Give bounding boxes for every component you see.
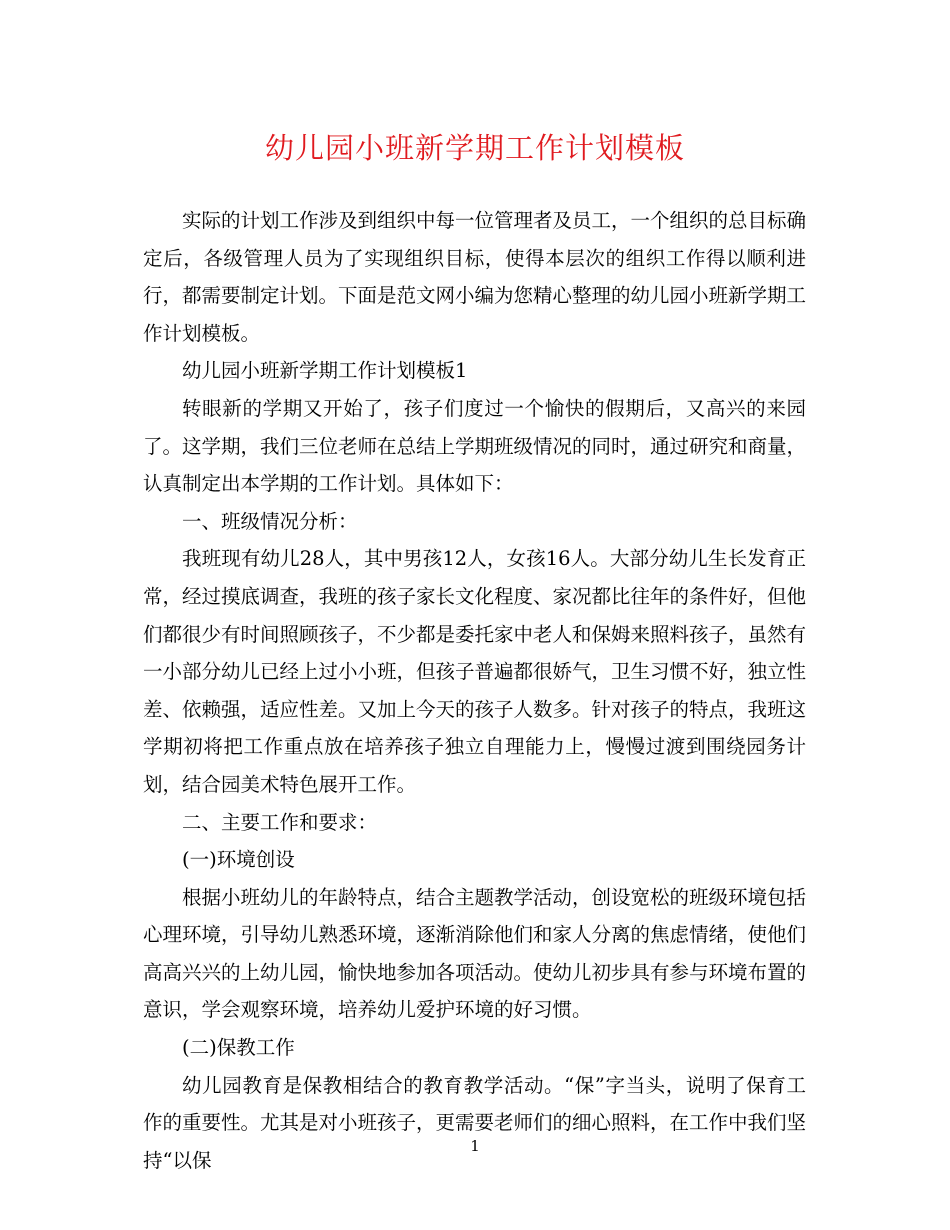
page-number: 1 — [470, 1137, 480, 1155]
environment-paragraph: 根据小班幼儿的年龄特点，结合主题教学活动，创设宽松的班级环境包括心理环境，引导幼儿熟悉环境，逐渐消除他们和家人分离的焦虑情绪，使他们高高兴兴的上幼儿园，愉快地参加各项活动。使幼儿初步具有参与环境布置的意识，学会观察环境，培养幼儿爱护环境的好习惯。 — [143, 885, 807, 1022]
class-analysis-paragraph: 我班现有幼儿28人，其中男孩12人，女孩16人。大部分幼儿生长发育正常，经过摸底调查，我班的孩子家长文化程度、家况都比往年的条件好，但他们都很少有时间照顾孩子，不少都是委托家中老人和保姆来照料孩子，虽然有一小部分幼儿已经上过小小班，但孩子普遍都很娇气，卫生习惯不好，独立性差、依赖强，适应性差。又加上今天的孩子人数多。针对孩子的特点，我班这学期初将把工作重点放在培养孩子独立自理能力上，慢慢过渡到围绕园务计划，结合园美术特色展开工作。 — [143, 547, 807, 796]
section-heading-class-analysis: 一、班级情况分析： — [182, 509, 358, 533]
subheading-care-education: (二)保教工作 — [182, 1036, 295, 1060]
intro-paragraph: 实际的计划工作涉及到组织中每一位管理者及员工，一个组织的总目标确定后，各级管理人员为了实现组织目标，使得本层次的组织工作得以顺利进行，都需要制定计划。下面是范文网小编为您精心整理的幼儿园小班新学期工作计划模板。 — [143, 209, 807, 345]
care-education-paragraph: 幼儿园教育是保教相结合的教育教学活动。“保”字当头，说明了保育工作的重要性。尤其是对小班孩子，更需要老师们的细心照料，在工作中我们坚持“以保 — [143, 1073, 807, 1172]
subheading-environment: (一)环境创设 — [182, 848, 295, 872]
opening-paragraph: 转眼新的学期又开始了，孩子们度过一个愉快的假期后，又高兴的来园了。这学期，我们三位老师在总结上学期班级情况的同时，通过研究和商量，认真制定出本学期的工作计划。具体如下： — [143, 396, 807, 496]
section-heading-template-1: 幼儿园小班新学期工作计划模板1 — [182, 359, 468, 383]
document-title: 幼儿园小班新学期工作计划模板 — [264, 131, 685, 165]
section-heading-main-work: 二、主要工作和要求： — [182, 810, 378, 834]
document-body — [143, 202, 806, 1179]
